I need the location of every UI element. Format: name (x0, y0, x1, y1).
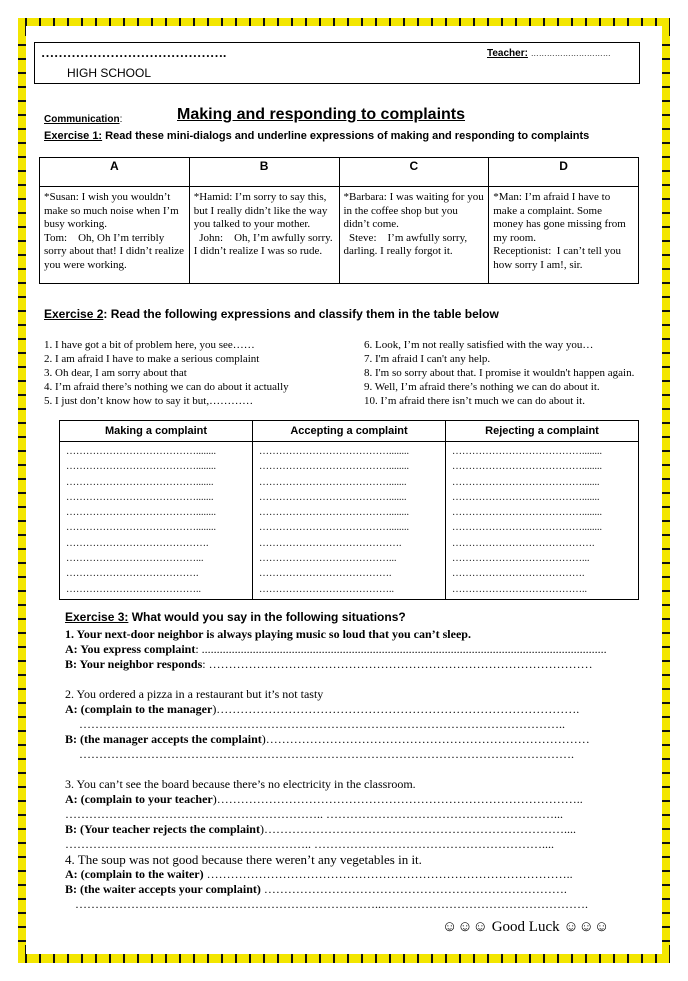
situation-3-b-line[interactable]: …………………………………………………….. ………………………………………………….... (65, 837, 554, 851)
col-c-header: C (339, 158, 489, 187)
teacher-line: ………………………… (530, 49, 611, 58)
situation-4: 4. The soup was not good because there weren’t any vegetables in it. (65, 852, 422, 867)
exercise1-heading: Exercise 1: Read these mini-dialogs and underline expressions of making and responding to complaints (44, 130, 590, 142)
dialog-b: *Hamid: I’m sorry to say this, but I really didn’t like the way you talked to your mother. John: Oh, I’m awfully sorry. I didn’t realize I was so rude. (189, 187, 339, 284)
expression-7: 7. I'm afraid I can't any help. (364, 353, 491, 365)
situation-2: 2. You ordered a pizza in a restaurant but it’s not tasty (65, 687, 324, 701)
situation-3: 3. You can’t see the board because there’s no electricity in the classroom. (65, 777, 416, 791)
dialog-c: *Barbara: I was waiting for you in the coffee shop but you didn’t come. Steve: I’m awfully sorry, darling. I really forgot it. (339, 187, 489, 284)
dialog-a: *Susan: I wish you wouldn’t make so much noise when I’m busy working. Tom: Oh, Oh I’m terribly sorry about that! I didn’t realize you were working. (40, 187, 190, 284)
expression-5: 5. I just don’t know how to say it but,………… (44, 395, 254, 407)
col-b-header: B (189, 158, 339, 187)
situation-1-a[interactable]: A: You express complaint: ....................................................................................................................................... (65, 642, 607, 656)
expressions-list-right (364, 338, 662, 408)
exercise2-heading: Exercise 2: Read the following expressions and classify them in the table below (44, 307, 499, 321)
making-column[interactable]: …………………………………........ …………………………………........ …………………………………....... …………………………………....... …………………………………........ …………………………………........ ……………………………………. …………………………………... …………………………………. ………………………………….. (60, 442, 253, 600)
accepting-complaint-header: Accepting a complaint (253, 421, 446, 442)
good-luck: ☺☺☺ Good Luck ☺☺☺ (442, 919, 610, 935)
col-d-header: D (489, 158, 639, 187)
rejecting-column[interactable]: …………………………………........ …………………………………........ …………………………………....... …………………………………....... …………………………………........ …………………………………........ ……………………………………. …………………………………... …………………………………. ………………………………….. (446, 442, 639, 600)
situation-2-a[interactable]: A: (complain to the manager)………………………………………………………………………………. (65, 702, 580, 716)
expression-10: 10. I’m afraid there isn’t much we can do about it. (364, 395, 585, 407)
category-label: Communication: (44, 114, 123, 125)
dialog-table (39, 157, 639, 284)
situation-2-b[interactable]: B: (the manager accepts the complaint)……………………………………………………………………… (65, 732, 590, 746)
dialog-d: *Man: I’m afraid I have to make a complaint. Some money has gone missing from my room. Receptionist: I can’t tell you how sorry I am!, sir. (489, 187, 639, 284)
worksheet (26, 26, 662, 954)
expression-3: 3. Oh dear, I am sorry about that (44, 367, 187, 379)
situation-3-a-line[interactable]: ……………………………………………………….. …………………………………………………... (65, 807, 563, 821)
expression-9: 9. Well, I’m afraid there’s nothing we can do about it. (364, 381, 600, 393)
exercise3-heading: Exercise 3: What would you say in the following situations? (65, 610, 406, 624)
situation-2-b-line[interactable]: ……………………………………………………………………………………………………………. (79, 747, 574, 761)
school-name: HIGH SCHOOL (67, 66, 152, 80)
situation-4-a[interactable]: A: (complain to the waiter) ……………………………………………………………………………….. (65, 867, 573, 881)
col-a-header: A (40, 158, 190, 187)
teacher-label: Teacher: (487, 48, 528, 59)
page-title: Making and responding to complaints (177, 106, 466, 123)
expression-8: 8. I'm so sorry about that. I promise it wouldn't happen again. (364, 367, 635, 379)
situation-1-b[interactable]: B: Your neighbor responds: …………………………………………………………………………………… (65, 657, 593, 671)
expression-1: 1. I have got a bit of problem here, you see…… (44, 339, 255, 351)
making-complaint-header: Making a complaint (60, 421, 253, 442)
situation-4-b-line[interactable]: …………………………………………………………………..……………………………………………. (75, 897, 588, 911)
name-line: ……………………………………. (41, 45, 227, 60)
situation-3-a[interactable]: A: (complain to your teacher)……………………………………………………………………………….. (65, 792, 583, 806)
header-box (34, 42, 640, 84)
situations (65, 627, 650, 912)
rejecting-complaint-header: Rejecting a complaint (446, 421, 639, 442)
expression-4: 4. I’m afraid there’s nothing we can do about it actually (44, 381, 289, 393)
accepting-column[interactable]: …………………………………........ …………………………………........ …………………………………....... …………………………………....... …………………………………........ …………………………………........ ……………………………………. …………………………………... …………………………………. ………………………………….. (253, 442, 446, 600)
classification-table (59, 420, 639, 600)
expression-2: 2. I am afraid I have to make a serious complaint (44, 353, 260, 365)
expression-6: 6. Look, I’m not really satisfied with the way you… (364, 339, 594, 351)
expressions-list-left (44, 338, 354, 408)
situation-2-a-line[interactable]: ………………………………………………………………………………………………………….. (79, 717, 565, 731)
teacher-field (487, 48, 611, 59)
situation-1: 1. Your next-door neighbor is always playing music so loud that you can’t sleep. (65, 627, 471, 641)
situation-3-b[interactable]: B: (Your teacher rejects the complaint)………………………………………………………………….... (65, 822, 576, 836)
situation-4-b[interactable]: B: (the waiter accepts your complaint) …………………………………………………………………. (65, 882, 567, 896)
